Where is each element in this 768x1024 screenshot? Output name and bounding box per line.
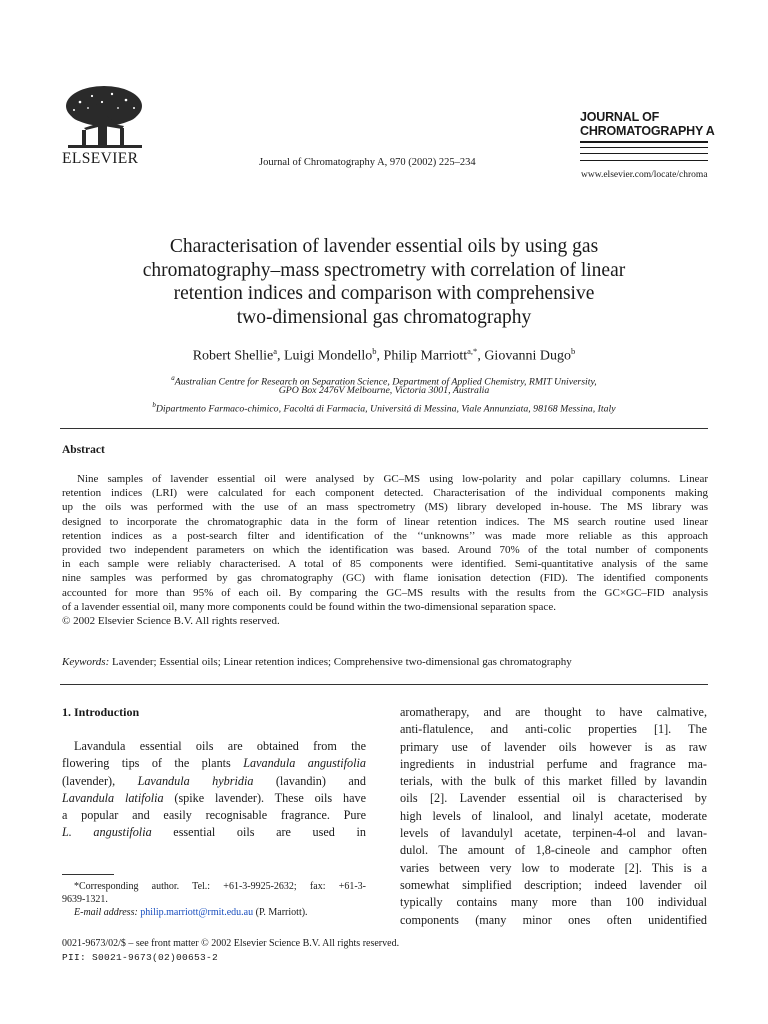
abstract-line: accounted for more than 95% of each oil. By comparing the GC–MS results with the results from the GC×GC–FID analysis xyxy=(62,586,708,599)
author-name: Philip Marriott xyxy=(383,348,468,364)
journal-name-line-2: CHROMATOGRAPHY A xyxy=(580,124,715,138)
body-line: aromatherapy, and are thought to have calmative, xyxy=(400,705,707,719)
body-line: Lavandula latifolia (spike lavender). These oils have xyxy=(62,790,367,805)
author-name: Robert Shellie xyxy=(192,348,274,364)
abstract-copyright: © 2002 Elsevier Science B.V. All rights reserved. xyxy=(62,615,280,628)
left-column-text xyxy=(62,738,366,842)
body-line: primary use of lavender oils however is as raw xyxy=(400,739,707,754)
body-line: typically contains many more than 100 individual xyxy=(400,895,707,910)
author-list: Robert Shellie$^a$, Luigi Mondello$^b$, Philip Marriott$^{a,*}$, Giovanni Dugo$^b$ xyxy=(192,346,576,364)
pii-line: PII: S0021-9673(02)00653-2 xyxy=(62,951,219,963)
right-column-text xyxy=(400,704,707,929)
bottom-meta xyxy=(62,937,399,964)
abstract-heading: Abstract xyxy=(62,444,105,456)
abstract-line: nine samples was performed by gas chromatography (GC) with flame ionisation detection (FID). The identified components xyxy=(62,572,708,585)
affiliation xyxy=(60,399,708,415)
title-line: chromatography–mass spectrometry with correlation of linear xyxy=(142,259,626,281)
abstract-line: up the oils was performed with the use of an mass spectrometry (MS) library developed in-house. The MS library was xyxy=(62,501,708,514)
body-line: dulol. The amount of 1,8-cineole and camphor often xyxy=(400,843,707,858)
abstract-line: designed to incorporate the chromatographic data in the form of linear retention indices. The MS search routine used linear xyxy=(62,515,708,528)
issn-line: 0021-9673/02/$ – see front matter © 2002 Elsevier Science B.V. All rights reserved. xyxy=(62,938,400,949)
journal-rule xyxy=(580,153,708,154)
body-line: ingredients in industrial perfume and fragrance ma- xyxy=(400,756,707,771)
footnote xyxy=(62,880,366,919)
journal-name-line-1: JOURNAL OF xyxy=(580,110,660,124)
author-mark: a,* xyxy=(467,346,478,356)
footnote-corresponding-cont: 9639-1321. xyxy=(62,894,108,905)
author-name: Luigi Mondello xyxy=(284,348,373,364)
abstract-top-rule xyxy=(60,428,708,429)
publisher-name: ELSEVIER xyxy=(62,150,139,167)
author-mark: b xyxy=(571,346,576,356)
section-heading-introduction: 1. Introduction xyxy=(62,705,140,719)
keywords xyxy=(62,656,708,668)
footnote-rule xyxy=(62,874,114,875)
affiliation-text: GPO Box 2476V Melbourne, Victoria 3001, Australia xyxy=(278,385,490,396)
email-link[interactable]: philip.marriott@rmit.edu.au xyxy=(140,907,254,918)
journal-rule xyxy=(580,160,708,161)
elsevier-tree-logo xyxy=(62,82,146,154)
abstract-bottom-rule xyxy=(60,684,708,685)
affiliation xyxy=(60,385,708,397)
abstract-body xyxy=(62,472,708,628)
body-line: high levels of linalool, and linalyl acetate, moderate xyxy=(400,808,707,823)
abstract-line: Nine samples of lavender essential oil were analysed by GC–MS using low-polarity and polar capillary columns. Linear xyxy=(77,473,708,485)
author-name: Giovanni Dugo xyxy=(484,348,572,364)
journal-url[interactable]: www.elsevier.com/locate/chroma xyxy=(581,170,708,180)
journal-rule xyxy=(580,147,708,148)
body-line: somewhat simplified description; indeed lavender oil xyxy=(400,877,707,892)
body-line: oils [2]. Lavender essential oil is characterised by xyxy=(400,791,707,806)
body-line: varies between very low to moderate [2]. This is a xyxy=(400,860,707,875)
affiliation-text: Dipartmento Farmaco-chimico, Facoltá di Farmacia, Universitá di Messina, Viale Annunziata, 98168 Messina, Italy xyxy=(155,403,616,415)
body-line: flowering tips of the plants Lavandula angustifolia xyxy=(62,756,366,771)
title-line: two-dimensional gas chromatography xyxy=(236,306,532,328)
author-mark: b xyxy=(372,346,377,356)
title-line: retention indices and comparison with comprehensive xyxy=(173,283,595,304)
affiliation-mark: a xyxy=(171,374,175,382)
body-line: terials, with the bulk of this market filled by lavandin xyxy=(400,774,707,789)
abstract-line: retention indices (LRI) were calculated for each component detected. Characterisation of the individual components making xyxy=(62,487,708,500)
footnote-corresponding: *Corresponding author. Tel.: +61-3-9925-2632; fax: +61-3- xyxy=(74,881,366,892)
abstract-line: provided two independent parameters on which the identification was based. Around 70% of the total number of components xyxy=(62,544,708,557)
email-suffix: (P. Marriott). xyxy=(253,907,308,918)
body-line: levels of lavandulyl acetate, terpinen-4-ol and lavan- xyxy=(400,826,707,841)
body-line: a popular and easily recognisable fragrance. Pure xyxy=(62,808,366,823)
affiliation-mark: b xyxy=(152,401,156,409)
author-mark: a xyxy=(273,346,277,356)
journal-name xyxy=(580,110,715,138)
body-line: anti-flatulence, and anti-colic properties [1]. The xyxy=(400,722,707,737)
footnote-email-line xyxy=(62,906,366,919)
title-line: Characterisation of lavender essential oils by using gas xyxy=(169,236,599,257)
journal-citation: Journal of Chromatography A, 970 (2002) 225–234 xyxy=(259,157,476,168)
keywords-label: Keywords: xyxy=(62,656,110,668)
body-line: Lavandula essential oils are obtained from the xyxy=(74,739,366,753)
body-line: L. angustifolia essential oils are used in xyxy=(62,825,366,840)
article-title xyxy=(60,235,708,329)
body-line: (lavender), Lavandula hybridia (lavandin) and xyxy=(62,773,366,788)
abstract-line: in each sample were reliably characterised. A total of 85 components were identified. Semi-quantitative analysis of the same xyxy=(62,558,708,571)
email-label: E-mail address: xyxy=(74,907,138,918)
journal-rule xyxy=(580,141,708,143)
abstract-line: retention indices as a post-search filter and identification of the ‘‘unknowns’’ was made more reliable as this approach xyxy=(62,529,708,542)
affiliation-text: Australian Centre for Research on Separation Science, Department of Applied Chemistry, RMIT University, xyxy=(174,376,597,388)
abstract-line: of a lavender essential oil, many more components could be found within the two-dimensional separation space. xyxy=(62,600,556,613)
keywords-text: Lavender; Essential oils; Linear retention indices; Comprehensive two-dimensional gas chromatography xyxy=(112,656,572,668)
body-line: components (many minor ones often unidentified xyxy=(400,912,707,927)
